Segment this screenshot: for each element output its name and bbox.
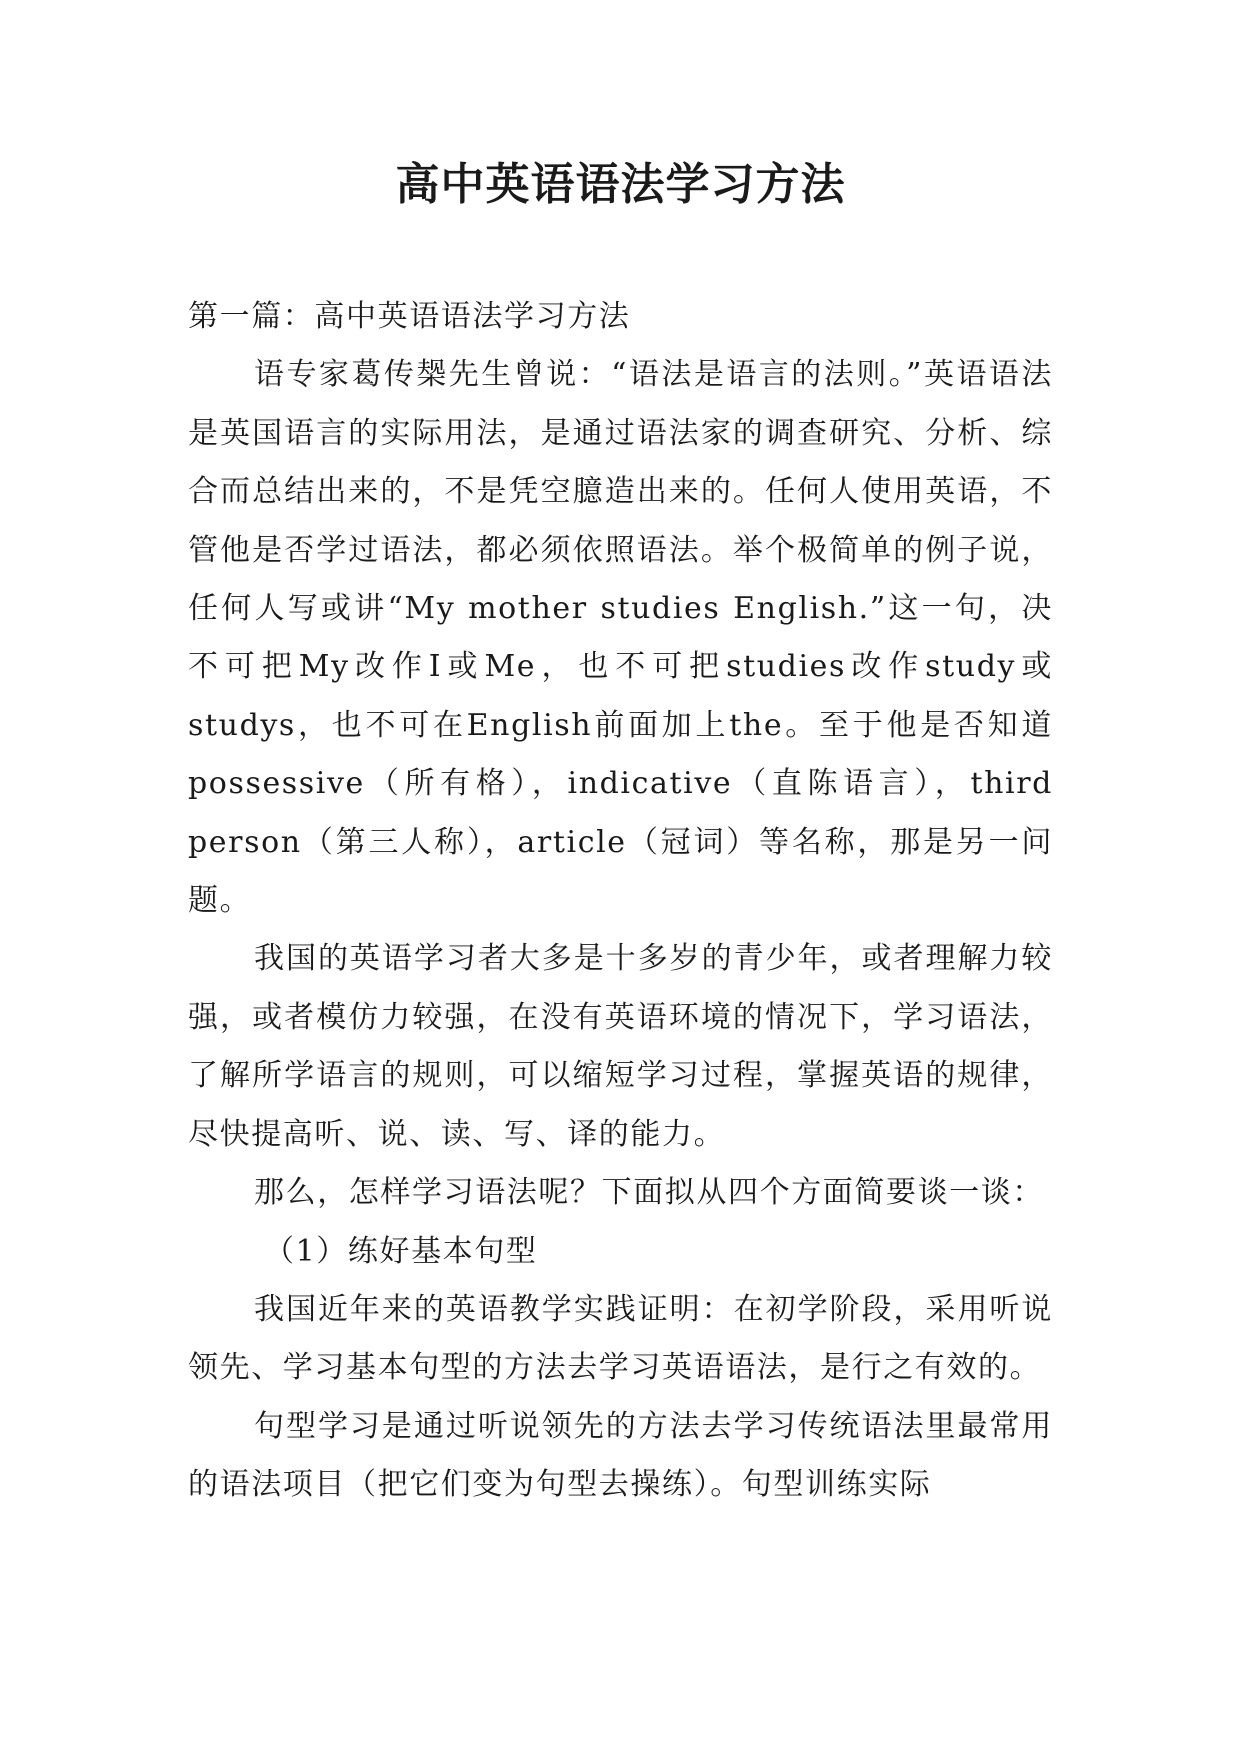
document-body — [188, 288, 1053, 1515]
paragraph-5: 句型学习是通过听说领先的方法去学习传统语法里最常用的语法项目（把它们变为句型去操练）。句型训练实际 — [188, 1408, 1053, 1503]
paragraph-2: 我国的英语学习者大多是十多岁的青少年，或者理解力较强，或者模仿力较强，在没有英语环境的情况下，学习语法，了解所学语言的规则，可以缩短学习过程，掌握英语的规律，尽快提高听、说、读、写、译的能力。 — [188, 941, 1053, 1152]
paragraph-3: 那么，怎样学习语法呢？下面拟从四个方面简要谈一谈： — [254, 1175, 1044, 1211]
paragraph-1: 语专家葛传椝先生曾说：“语法是语言的法则。”英语语法是英国语言的实际用法，是通过语法家的调查研究、分析、综合而总结出来的，不是凭空臆造出来的。任何人使用英语，不管他是否学过语法，都必须依照语法。举个极简单的例子说，任何人写或讲“My mother studies English.”这一句，决不可把My改作I或Me，也不可把studies改作study或studys，也不可在English前面加上the。至于他是否知道possessive（所有格），indicative（直陈语言），third person（第三人称），article（冠词）等名称，那是另一问题。 — [188, 357, 1053, 919]
paragraph-4: 我国近年来的英语教学实践证明：在初学阶段，采用听说领先、学习基本句型的方法去学习英语语法，是行之有效的。 — [188, 1291, 1053, 1386]
section-heading: 第一篇：高中英语语法学习方法 — [188, 299, 631, 334]
document-title: 高中英语语法学习方法 — [395, 159, 846, 210]
item-heading: （1）练好基本句型 — [264, 1233, 538, 1269]
